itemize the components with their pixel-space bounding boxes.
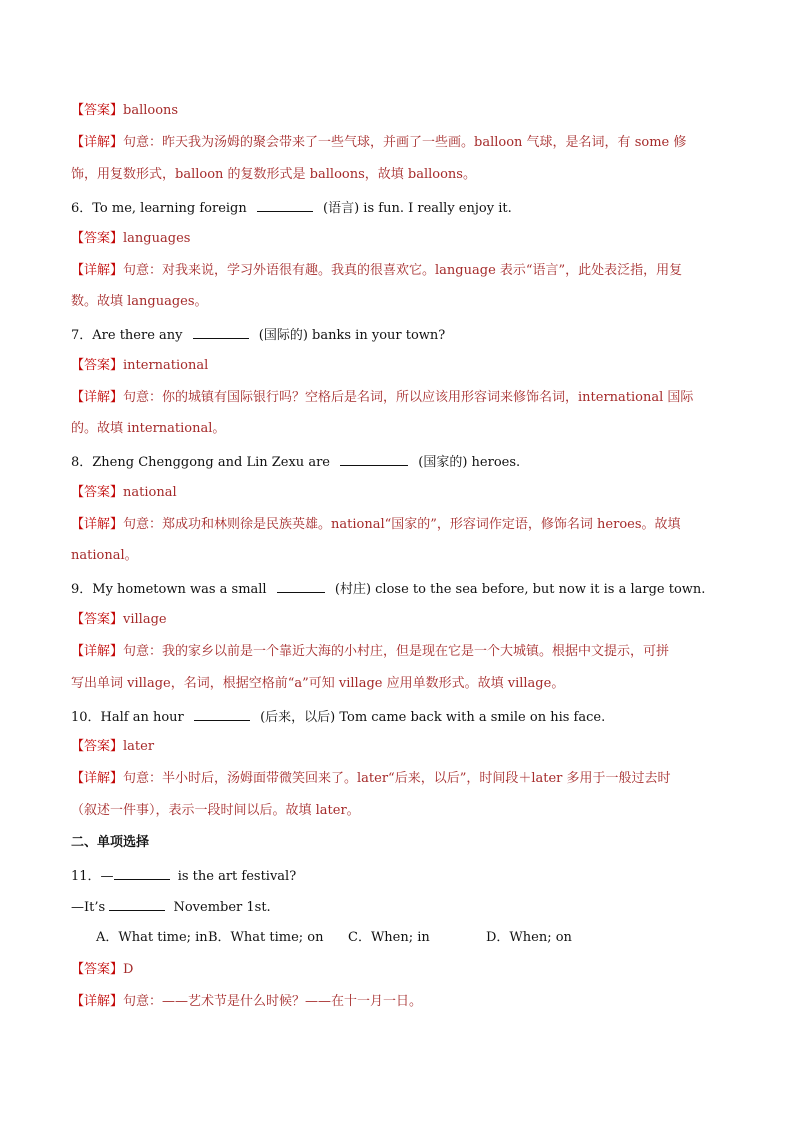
answer-label: 【答案】: [71, 231, 124, 246]
question-9: [71, 580, 705, 598]
question-text: (国家的) heroes.: [418, 455, 521, 470]
detail-label: 【详解】: [71, 644, 124, 659]
detail-text: 句意：郑成功和林则徐是民族英雄。national“国家的”，形容词作定语，修饰名词 heroes。故填: [123, 517, 681, 532]
detail-label: 【详解】: [71, 390, 124, 405]
question-text: 6．To me, learning foreign: [71, 201, 247, 216]
question-text: (国际的) banks in your town?: [258, 328, 446, 343]
answer-label: 【答案】: [71, 962, 124, 977]
answer-line-q10: [71, 739, 154, 755]
answer-label: 【答案】: [71, 358, 124, 373]
detail-line-q8-1: [71, 517, 681, 533]
detail-label: 【详解】: [71, 994, 124, 1009]
options-row: [96, 930, 572, 946]
detail-text: 句意：半小时后，汤姆面带微笑回来了。later“后来，以后”，时间段＋later 多用于一般过去时: [123, 771, 671, 786]
question-text: 7．Are there any: [71, 328, 183, 343]
answer-label: 【答案】: [71, 612, 124, 627]
detail-text: 句意：昨天我为汤姆的聚会带来了一些气球，并画了一些画。balloon 气球，是名词，有 some 修: [123, 135, 687, 150]
detail-text: 句意：对我来说，学习外语很有趣。我真的很喜欢它。language 表示“语言”，此处表泛指，用复: [123, 263, 683, 278]
detail-line-q10-2: （叙述一件事），表示一段时间以后。故填 later。: [71, 803, 360, 818]
detail-line-q9-2: 写出单词 village，名词，根据空格前“a”可知 village 应用单数形式。故填 village。: [71, 676, 565, 691]
answer-line-q8: [71, 485, 177, 501]
detail-line-q7-1: [71, 390, 693, 406]
detail-line-q7-2: 的。故填 international。: [71, 421, 226, 436]
question-text: (后来，以后) Tom came back with a smile on his face.: [260, 710, 606, 725]
answer-line-q11: [71, 962, 133, 978]
option-a[interactable]: A．What time; in: [96, 930, 208, 945]
answer-label: 【答案】: [71, 739, 124, 754]
detail-line-q9-1: [71, 644, 669, 660]
detail-line-q6-2: 数。故填 languages。: [71, 294, 208, 309]
question-text: 10．Half an hour: [71, 710, 184, 725]
answer-blank: [193, 326, 249, 339]
detail-label: 【详解】: [71, 517, 124, 532]
answer-line-q9: [71, 612, 167, 628]
answer-text: later: [123, 739, 155, 754]
detail-text: 句意：——艺术节是什么时候？——在十一月一日。: [123, 994, 423, 1009]
answer-text: national: [123, 485, 177, 500]
option-c[interactable]: C．When; in: [348, 930, 430, 945]
question-6: [71, 199, 512, 217]
answer-text: balloons: [123, 103, 179, 118]
section-heading: 二、单项选择: [71, 835, 150, 850]
detail-line-q6-1: [71, 263, 682, 279]
answer-blank: [114, 867, 170, 880]
answer-text: international: [123, 358, 209, 373]
question-text: 9．My hometown was a small: [71, 582, 267, 597]
question-11-line-2: [71, 898, 271, 916]
option-b[interactable]: B．What time; on: [208, 930, 324, 945]
question-7: [71, 326, 445, 344]
answer-text: languages: [123, 231, 191, 246]
answer-line-q5: [71, 103, 178, 119]
detail-label: 【详解】: [71, 771, 124, 786]
answer-blank: [194, 708, 250, 721]
detail-text: 句意：我的家乡以前是一个靠近大海的小村庄，但是现在它是一个大城镇。根据中文提示，可拼: [123, 644, 670, 659]
answer-blank: [277, 580, 325, 593]
question-10: [71, 708, 605, 726]
detail-line-q11-1: [71, 994, 422, 1010]
question-text: 11．—: [71, 869, 114, 884]
question-text: is the art festival?: [177, 869, 297, 884]
detail-label: 【详解】: [71, 135, 124, 150]
answer-line-q6: [71, 231, 190, 247]
answer-line-q7: [71, 358, 208, 374]
detail-label: 【详解】: [71, 263, 124, 278]
detail-text: 句意：你的城镇有国际银行吗？空格后是名词，所以应该用形容词来修饰名词，international 国际: [123, 390, 694, 405]
answer-label: 【答案】: [71, 103, 124, 118]
question-text: —It’s: [71, 900, 106, 915]
question-text: (村庄) close to the sea before, but now it is a large town.: [334, 582, 706, 597]
question-text: November 1st.: [173, 900, 271, 915]
question-11-line-1: [71, 867, 296, 885]
question-text: (语言) is fun. I really enjoy it.: [323, 201, 512, 216]
detail-line-q10-1: [71, 771, 671, 787]
question-text: 8．Zheng Chenggong and Lin Zexu are: [71, 455, 330, 470]
option-d[interactable]: D．When; on: [486, 930, 572, 945]
answer-text: village: [123, 612, 167, 627]
detail-line-q5-2: 饰，用复数形式，balloon 的复数形式是 balloons，故填 balloons。: [71, 167, 476, 182]
answer-text: D: [123, 962, 134, 977]
answer-blank: [257, 199, 313, 212]
detail-line-q8-2: national。: [71, 548, 138, 563]
answer-label: 【答案】: [71, 485, 124, 500]
answer-blank: [340, 453, 408, 466]
answer-blank: [109, 898, 165, 911]
question-8: [71, 453, 520, 471]
detail-line-q5-1: [71, 135, 686, 151]
